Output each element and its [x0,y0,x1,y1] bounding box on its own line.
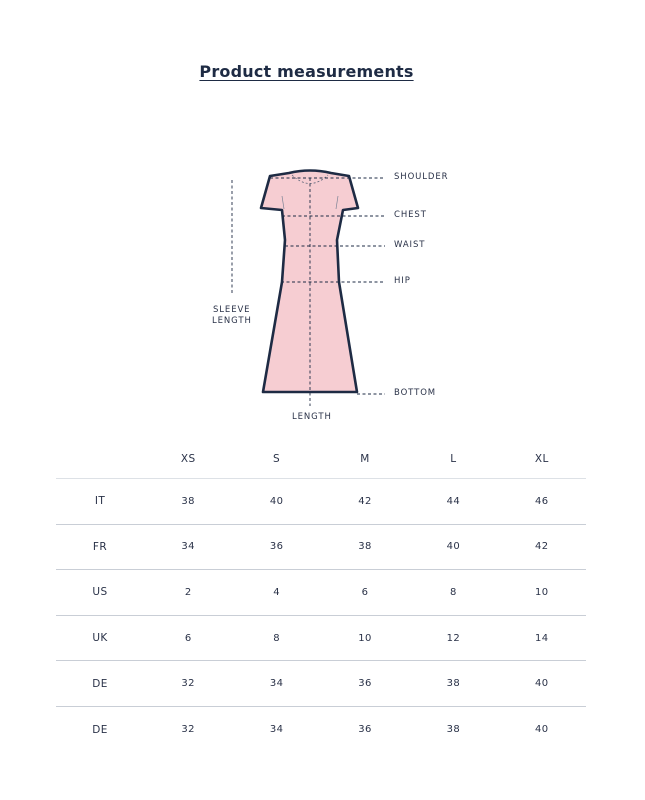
table-row [56,661,586,707]
header-cell [56,440,144,479]
size-table [56,440,586,752]
header-cell: M [360,453,370,465]
table-row [56,706,586,752]
table-cell: 34 [269,678,284,690]
table-cell: 34 [269,724,284,736]
header-cell: L [450,453,457,465]
table-row [56,570,586,616]
row-label: DE [92,723,108,736]
table-cell: 40 [446,541,461,553]
table-cell: 32 [181,678,195,690]
table-cell: 34 [181,541,195,553]
table-cell: 12 [446,632,461,644]
table-cell: 42 [358,495,372,507]
row-label: FR [92,540,108,553]
table-cell: 44 [446,495,461,507]
hip-label: HIP [394,276,411,286]
page-title: Product measurements [199,62,414,81]
table-cell: 10 [535,586,549,598]
row-label: DE [92,677,108,690]
table-cell: 4 [273,586,280,598]
chest-label: CHEST [394,210,427,220]
dress-shape [261,171,358,393]
table-cell: 6 [361,586,369,598]
shoulder-label: SHOULDER [394,172,449,182]
table-cell: 36 [358,724,372,736]
row-label: IT [94,495,106,508]
waist-label: WAIST [394,240,426,250]
table-cell: 46 [535,495,549,507]
table-cell: 38 [181,495,195,507]
table-cell: 40 [535,724,549,736]
row-label: US [92,586,108,599]
sleeve-label-line1: SLEEVE [213,305,251,315]
size-header-row [56,440,586,479]
header-cell: XL [534,453,549,465]
table-row [56,615,586,661]
table-cell: 32 [181,724,195,736]
table-cell: 38 [358,541,372,553]
table-cell: 14 [535,632,549,644]
table-cell: 10 [358,632,372,644]
sleeve-label-line2: LENGTH [212,316,252,326]
header-cell: S [273,453,281,465]
bottom-label: BOTTOM [394,388,437,398]
table-row [56,524,586,570]
table-cell: 6 [184,632,192,644]
size-chart [56,440,586,752]
table-cell: 38 [446,724,461,736]
table-cell: 42 [535,541,549,553]
table-cell: 36 [358,678,372,690]
table-cell: 8 [273,632,280,644]
table-row [56,479,586,525]
table-cell: 40 [535,678,549,690]
length-label: LENGTH [292,412,332,422]
table-cell: 40 [269,495,284,507]
table-cell: 38 [446,678,461,690]
header-cell: XS [180,453,196,465]
table-cell: 8 [449,586,457,598]
table-cell: 2 [184,586,192,598]
table-cell: 36 [269,541,284,553]
row-label: UK [92,632,108,645]
